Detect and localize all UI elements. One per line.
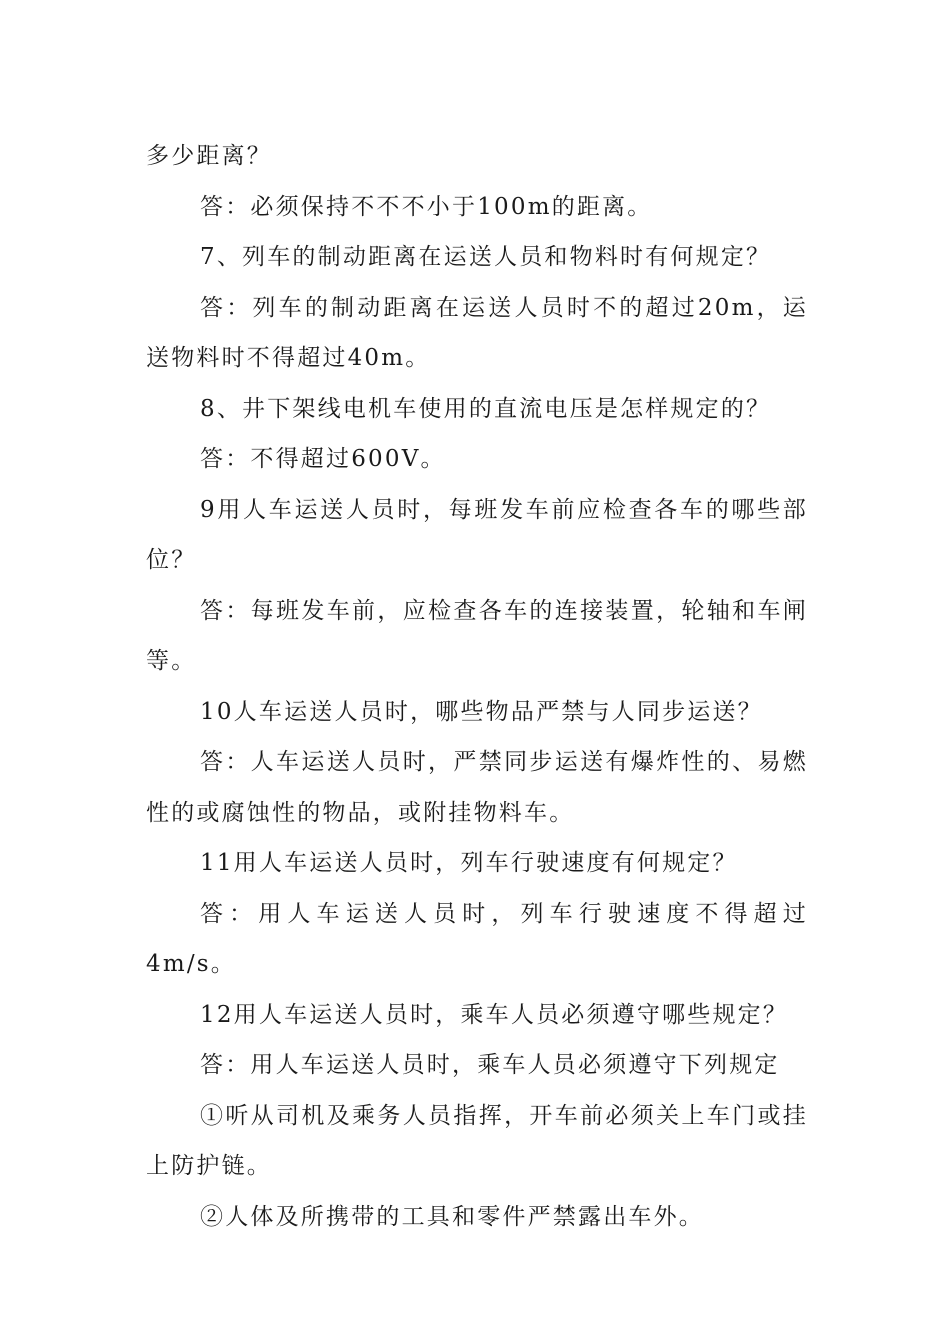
question-paragraph: 7、列车的制动距离在运送人员和物料时有何规定？ — [200, 244, 772, 270]
answer-paragraph: 答：不得超过600V。 — [200, 446, 446, 472]
answer-paragraph: 答：用人车运送人员时，列车行驶速度不得超过4m/s。 — [146, 900, 808, 977]
question-paragraph: 10人车运送人员时，哪些物品严禁与人同步运送？ — [200, 698, 763, 725]
answer-paragraph: 答：用人车运送人员时，乘车人员必须遵守下列规定 — [200, 1052, 780, 1078]
list-item-paragraph: ②人体及所携带的工具和零件严禁露出车外。 — [200, 1203, 704, 1230]
paragraph-continuation: 多少距离？ — [146, 143, 272, 169]
question-paragraph: 11用人车运送人员时，列车行驶速度有何规定？ — [200, 850, 738, 876]
answer-paragraph: 答：每班发车前，应检查各车的连接装置，轮轴和车闸等。 — [146, 597, 808, 674]
question-paragraph: 9用人车运送人员时，每班发车前应检查各车的哪些部位？ — [146, 496, 808, 573]
question-paragraph: 8、井下架线电机车使用的直流电压是怎样规定的？ — [200, 395, 772, 422]
answer-paragraph: 答：人车运送人员时，严禁同步运送有爆炸性的、易燃性的或腐蚀性的物品，或附挂物料车。 — [146, 749, 808, 826]
answer-paragraph: 答：必须保持不不不小于100m的距离。 — [200, 193, 653, 220]
answer-paragraph: 答：列车的制动距离在运送人员时不的超过20m，运送物料时不得超过40m。 — [146, 294, 808, 371]
question-paragraph: 12用人车运送人员时，乘车人员必须遵守哪些规定？ — [200, 1001, 789, 1028]
list-item-paragraph: ①听从司机及乘务人员指挥，开车前必须关上车门或挂上防护链。 — [146, 1102, 808, 1179]
document-body — [146, 131, 808, 1242]
